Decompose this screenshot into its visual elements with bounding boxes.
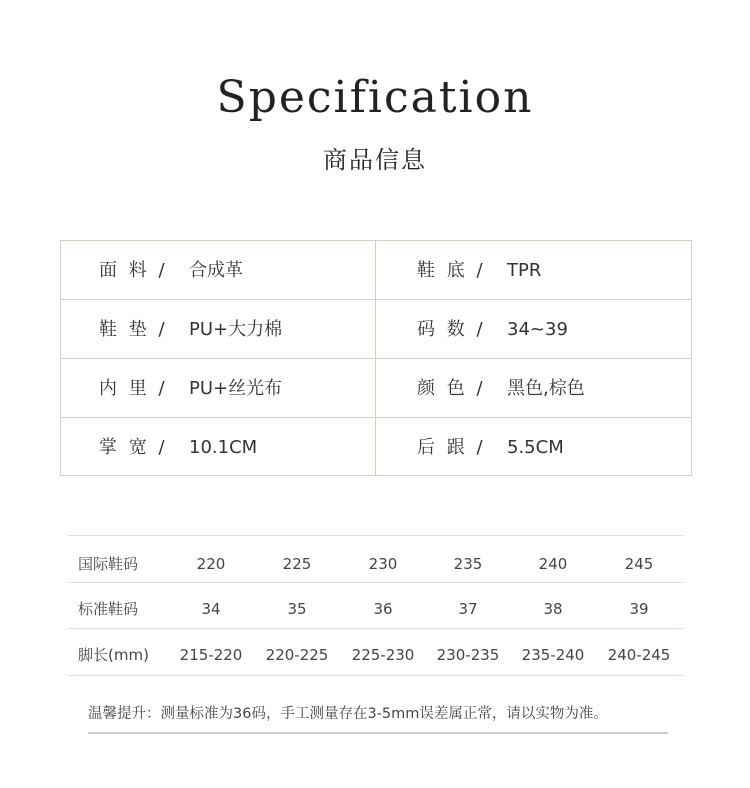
spec-value-color: 黑色,棕色 bbox=[507, 378, 585, 399]
spec-label-ball-width: 掌 宽 / bbox=[99, 437, 168, 458]
size-cell: 34 bbox=[201, 600, 221, 618]
size-cell: 235 bbox=[453, 555, 483, 573]
size-cell: 230-235 bbox=[436, 646, 500, 664]
size-row-label: 国际鞋码 bbox=[78, 555, 139, 573]
spec-value-insole: PU+大力棉 bbox=[189, 319, 283, 340]
spec-label-color: 颜 色 / bbox=[417, 378, 486, 399]
size-cell: 225 bbox=[282, 555, 312, 573]
size-row-foot-length bbox=[68, 632, 683, 678]
size-table-divider bbox=[68, 628, 683, 629]
size-row-standard bbox=[68, 586, 683, 632]
spec-table bbox=[60, 240, 692, 476]
size-cell: 220-225 bbox=[265, 646, 329, 664]
spec-value-lining: PU+丝光布 bbox=[189, 378, 283, 399]
measurement-tip: 温馨提升：测量标准为36码，手工测量存在3-5mm误差属正常，请以实物为准。 bbox=[88, 706, 608, 722]
spec-label-insole: 鞋 垫 / bbox=[99, 319, 168, 340]
size-cell: 240-245 bbox=[607, 646, 671, 664]
size-cell: 215-220 bbox=[179, 646, 243, 664]
spec-label-sole: 鞋 底 / bbox=[417, 260, 486, 281]
spec-row bbox=[61, 359, 691, 418]
size-cell: 235-240 bbox=[521, 646, 585, 664]
size-table-divider bbox=[68, 535, 683, 536]
size-row-label: 标准鞋码 bbox=[78, 600, 139, 618]
spec-value-size-range: 34~39 bbox=[507, 319, 568, 340]
size-row-label: 脚长(mm) bbox=[78, 646, 149, 664]
size-cell: 230 bbox=[368, 555, 398, 573]
size-cell: 37 bbox=[458, 600, 478, 618]
size-table-divider bbox=[68, 675, 683, 676]
spec-row bbox=[61, 241, 691, 300]
size-cell: 240 bbox=[538, 555, 568, 573]
spec-value-heel-height: 5.5CM bbox=[507, 437, 564, 458]
page-title-english: Specification bbox=[216, 72, 534, 123]
size-cell: 220 bbox=[196, 555, 226, 573]
page-title-chinese: 商品信息 bbox=[323, 146, 427, 174]
spec-value-sole: TPR bbox=[507, 260, 542, 281]
size-cell: 36 bbox=[373, 600, 393, 618]
size-cell: 225-230 bbox=[351, 646, 415, 664]
spec-row bbox=[61, 418, 691, 477]
size-table-divider bbox=[68, 582, 683, 583]
spec-label-lining: 内 里 / bbox=[99, 378, 168, 399]
size-cell: 35 bbox=[287, 600, 307, 618]
tip-underline bbox=[88, 732, 668, 734]
spec-label-material: 面 料 / bbox=[99, 260, 168, 281]
size-cell: 39 bbox=[629, 600, 649, 618]
spec-label-heel-height: 后 跟 / bbox=[417, 437, 486, 458]
size-row-international bbox=[68, 541, 683, 587]
spec-value-ball-width: 10.1CM bbox=[189, 437, 258, 458]
spec-row bbox=[61, 300, 691, 359]
size-cell: 38 bbox=[543, 600, 563, 618]
spec-value-material: 合成革 bbox=[189, 260, 243, 281]
size-cell: 245 bbox=[624, 555, 654, 573]
spec-label-size-range: 码 数 / bbox=[417, 319, 486, 340]
